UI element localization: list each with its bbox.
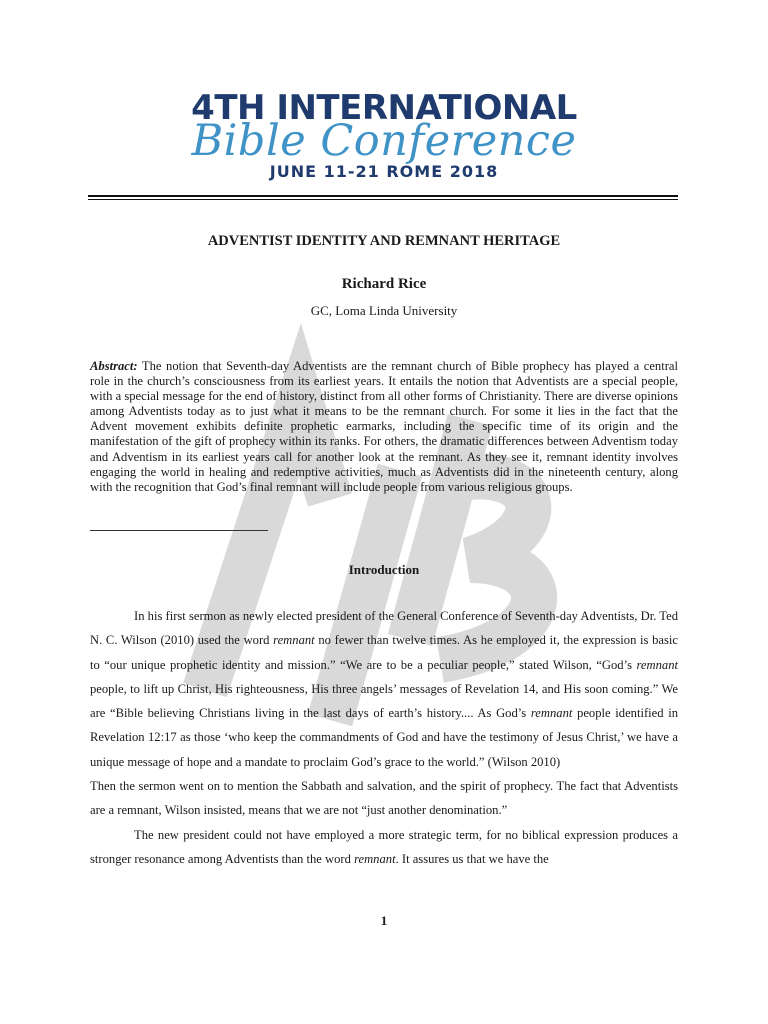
abstract-text: The notion that Seventh-day Adventists are the remnant church of Bible prophecy has played a central role in the church’s consciousness from its earliest years. It entails the notion that Adventists are a special people, with a special message for the end of history, distinct from all other forms of Christianity. There are diverse opinions among Adventists today as to just what it means to be the remnant church. For some it lies in the fact that the Advent movement exhibits definite prophetic earmarks, including the specific time of its origin and the manifestation of the gift of prophecy within its ranks. For others, the dramatic differences between Adventism today and Adventism in its earliest years call for another look at the remnant. As they see it, remnant identity involves engaging the world in healing and redemptive activities, much as Adventists did in the nineteenth century, along with the recognition that God’s final remnant will include people from various religious groups. <box>90 359 678 494</box>
body-text <box>90 604 678 871</box>
conference-logo-title: 4TH INTERNATIONAL <box>191 88 577 128</box>
page-number: 1 <box>380 913 388 928</box>
author-affiliation: GC, Loma Linda University <box>310 303 458 318</box>
paper-author: Richard Rice <box>341 276 427 292</box>
header-divider <box>88 195 678 200</box>
abstract-label: Abstract: <box>90 359 138 373</box>
conference-logo-script: Bible Conference <box>191 116 577 166</box>
paragraph-3: The new president could not have employed a more strategic term, for no biblical expression produces a stronger resonance among Adventists than the word remnant. It assures us that we have the <box>90 827 678 866</box>
paper-title: ADVENTIST IDENTITY AND REMNANT HERITAGE <box>207 233 561 249</box>
footnote-separator <box>90 530 268 531</box>
section-heading: Introduction <box>348 562 420 577</box>
paragraph-2: Then the sermon went on to mention the Sabbath and salvation, and the spirit of prophecy. The fact that Adventists are a remnant, Wilson insisted, means that we are not “just another denomination.” <box>90 779 678 818</box>
conference-logo-dates: JUNE 11-21 ROME 2018 <box>269 162 499 181</box>
abstract <box>90 359 678 495</box>
paragraph-1: In his first sermon as newly elected president of the General Conference of Seventh-day Adventists, Dr. Ted N. C. Wilson (2010) used the word remnant no fewer than twelve times. As he employed it, the expression is basic to “our unique prophetic identity and mission.” “We are to be a peculiar people,” stated Wilson, “God’s remnant people, to lift up Christ, His righteousness, His three angels’ messages of Revelation 14, and His soon coming.” We are “Bible believing Christians living in the last days of earth’s history.... As God’s remnant people identified in Revelation 12:17 as those ‘who keep the commandments of God and have the testimony of Jesus Christ,’ we have a unique message of hope and a mandate to proclaim God’s grace to the world.” (Wilson 2010) <box>90 609 679 769</box>
